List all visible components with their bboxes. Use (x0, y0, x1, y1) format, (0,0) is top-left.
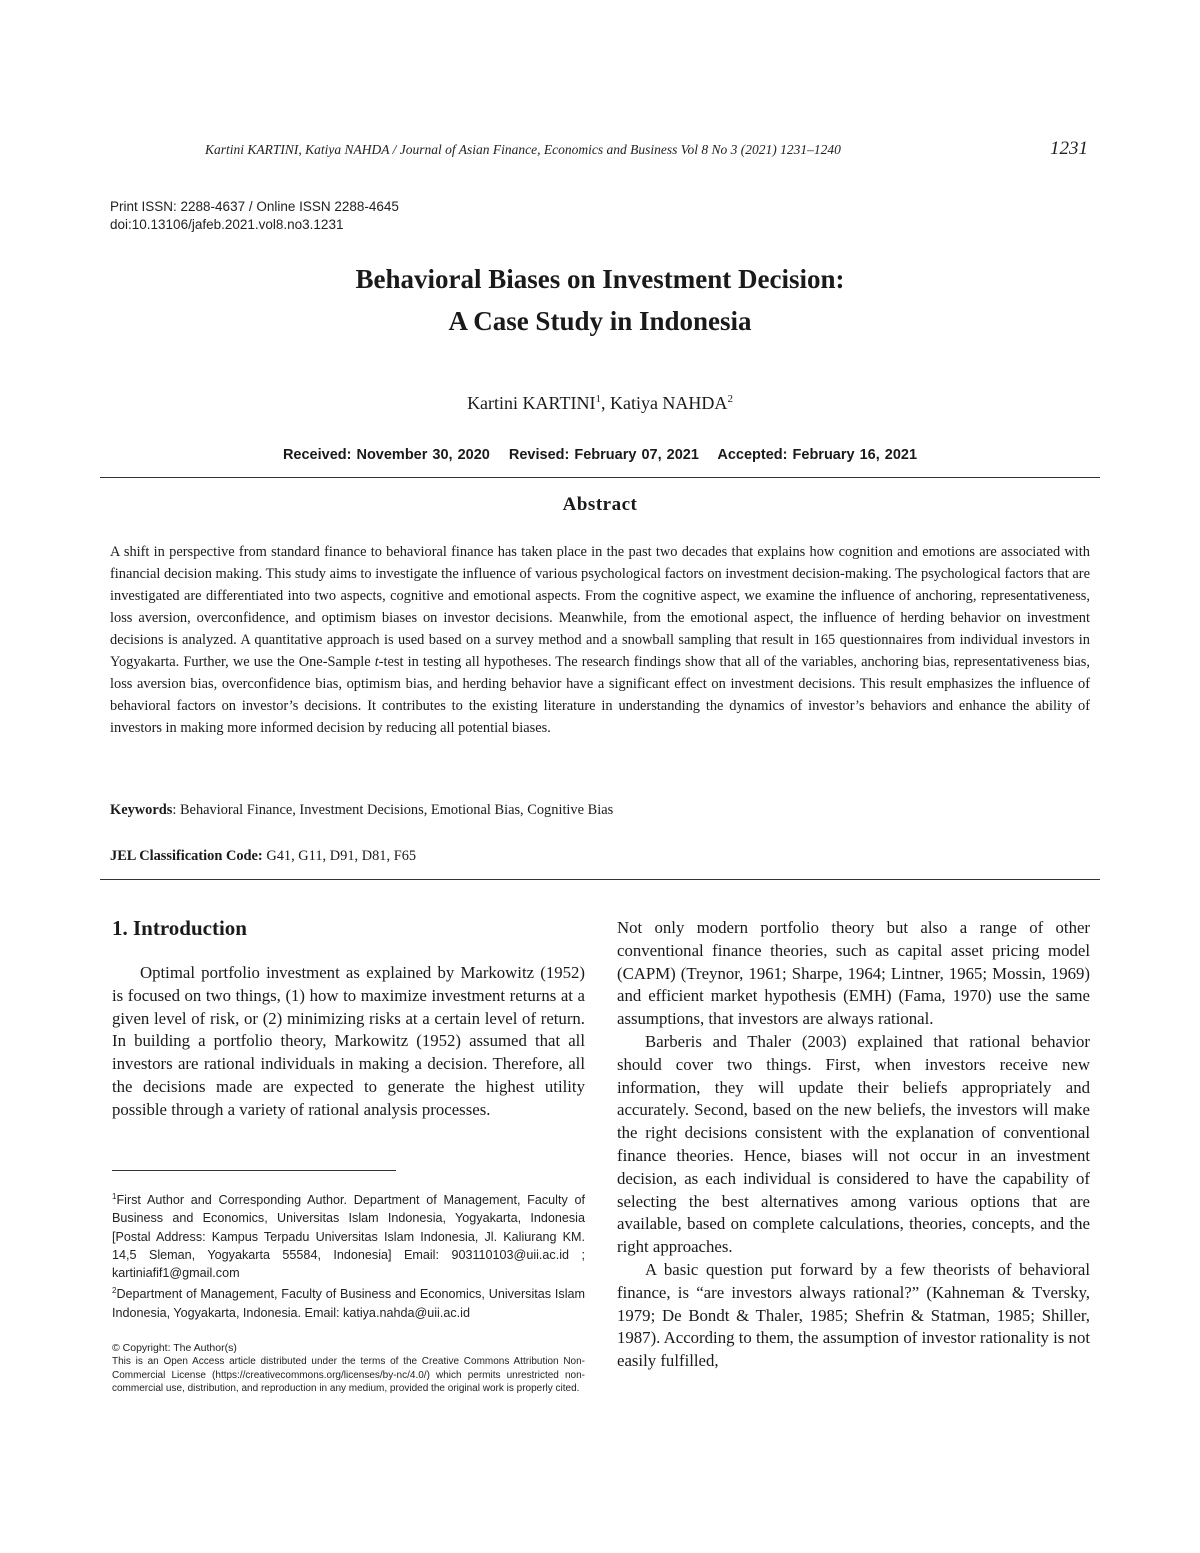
jel-text: G41, G11, D91, D81, F65 (262, 848, 417, 864)
section-heading-introduction: 1. Introduction (112, 916, 247, 940)
abstract-body (110, 541, 1090, 739)
footnotes (112, 1188, 585, 1322)
footnote-1-text: First Author and Corresponding Author. Department of Management, Faculty of Business and Economics, Universitas Islam Indonesia, Yogyakarta, Indonesia [Postal Address: Kampus Terpadu Universitas Islam Indonesia, Jl. Kaliurang KM. 14,5 Sleman, Yogyakarta 55584, Indonesia] Email: 903110103@uii.ac.id ; kartiniafif1@gmail.com (112, 1193, 585, 1280)
author-list (100, 393, 1100, 414)
intro-paragraph-4: A basic question put forward by a few theorists of behavioral finance, is “are investors always rational?” (Kahneman & Tversky, 1979; De Bondt & Thaler, 1985; Shefrin & Statman, 1985; Shiller, 1987). According to them, the assumption of investor rationality is not easily fulfilled, (617, 1259, 1090, 1371)
footnote-1-mark: 1 (112, 1192, 117, 1201)
intro-paragraph-1: Optimal portfolio investment as explained by Markowitz (1952) is focused on two things, (1) how to maximize investment returns at a given level of risk, or (2) minimizing risks at a certain level of return. In building a portfolio theory, Markowitz (1952) assumed that all investors are rational individuals in making a decision. Therefore, all the decisions made are expected to generate the highest utility possible through a variety of rational analysis processes. (112, 963, 585, 1119)
author-2-affiliation-mark: 2 (727, 393, 733, 405)
keywords (110, 802, 1090, 819)
keywords-text: : Behavioral Finance, Investment Decisions, Emotional Bias, Cognitive Bias (172, 802, 614, 818)
footnote-1 (112, 1188, 585, 1282)
keywords-label: Keywords (110, 802, 173, 818)
doi-line: doi:10.13106/jafeb.2021.vol8.no3.1231 (110, 217, 344, 232)
abstract-text-part-2: -test in testing all hypotheses. The research findings show that all of the variables, anchoring bias, representativeness bias, loss aversion bias, overconfidence bias, optimism bias, and herding behavior have a significant effect on investment decisions. This result emphasizes the influence of behavioral factors on investor’s decisions. It contributes to the existing literature in understanding the dynamics of investor’s behaviors and enhance the ability of investors in making more informed decision by reducing all potential biases. (110, 654, 1090, 736)
intro-paragraph-2: Not only modern portfolio theory but also a range of other conventional finance theories, such as capital asset pricing model (CAPM) (Treynor, 1961; Sharpe, 1964; Lintner, 1965; Mossin, 1969) and efficient market hypothesis (EMH) (Fama, 1970) use the same assumptions, that investors are always rational. (617, 918, 1090, 1029)
abstract-italic-t: t (374, 654, 379, 670)
footnote-2 (112, 1282, 585, 1322)
footnote-2-text: Department of Management, Faculty of Business and Economics, Universitas Islam Indonesia, Yogyakarta, Indonesia. Email: katiya.nahda@uii.ac.id (112, 1287, 585, 1320)
license-notice (112, 1342, 585, 1395)
title-line-2: A Case Study in Indonesia (448, 306, 752, 336)
page-number: 1231 (1050, 138, 1088, 159)
submission-dates (100, 447, 1100, 463)
author-1: Kartini KARTINI (467, 393, 596, 413)
author-1-affiliation-mark: 1 (595, 393, 601, 405)
bottom-divider (100, 879, 1100, 880)
issn-line: Print ISSN: 2288-4637 / Online ISSN 2288-4645 (110, 199, 399, 214)
issn-block (110, 198, 399, 234)
license-text: This is an Open Access article distributed under the terms of the Creative Commons Attribution Non-Commercial License (https://creativecommons.org/licenses/by-nc/4.0/) which permits unrestricted non-commercial use, distribution, and reproduction in any medium, provided the original work is properly cited. (112, 1356, 585, 1394)
author-2: Katiya NAHDA (609, 393, 728, 413)
author-separator: , (600, 393, 610, 413)
paper-title (100, 258, 1100, 342)
copyright-line: © Copyright: The Author(s) (112, 1342, 237, 1354)
top-divider (100, 477, 1100, 478)
received-date: Received: November 30, 2020 (282, 447, 490, 463)
revised-date: Revised: February 07, 2021 (508, 447, 699, 463)
running-header: Kartini KARTINI, Katiya NAHDA / Journal of Asian Finance, Economics and Business Vol 8 No 3 (2021) 1231–1240 (205, 142, 841, 157)
left-column (112, 962, 585, 1122)
abstract-text-part-1: A shift in perspective from standard finance to behavioral finance has taken place in the past two decades that explains how cognition and emotions are associated with financial decision making. This study aims to investigate the influence of various psychological factors on investment decision-making. The psychological factors that are investigated are differentiated into two aspects, cognitive and emotional aspects. From the cognitive aspect, we examine the influence of anchoring, representativeness, loss aversion, overconfidence, and optimism biases on investor decisions. Meanwhile, from the emotional aspect, the influence of herding behavior on investment decisions is analyzed. A quantitative approach is used based on a survey method and a snowball sampling that result in 165 questionnaires from individual investors in Yogyakarta. Further, we use the One-Sample (110, 544, 1090, 670)
footnote-2-mark: 2 (112, 1286, 117, 1296)
jel-label: JEL Classification Code: (110, 848, 263, 864)
intro-paragraph-3: Barberis and Thaler (2003) explained that rational behavior should cover two things. First, when investors receive new information, they will update their beliefs appropriately and accurately. Second, based on the new beliefs, the investors will make the right decisions consistent with the explanation of conventional finance theories. Hence, biases will not occur in an investment decision, as each individual is considered to have the capability of selecting the best alternatives among various options that are available, based on complete calculations, theories, concepts, and the right approaches. (617, 1031, 1090, 1257)
footnote-divider (112, 1170, 396, 1171)
right-column (617, 917, 1090, 1373)
accepted-date: Accepted: February 16, 2021 (717, 447, 918, 463)
abstract-heading: Abstract (562, 494, 638, 515)
jel-codes (110, 848, 1090, 865)
title-line-1: Behavioral Biases on Investment Decision: (355, 264, 845, 294)
